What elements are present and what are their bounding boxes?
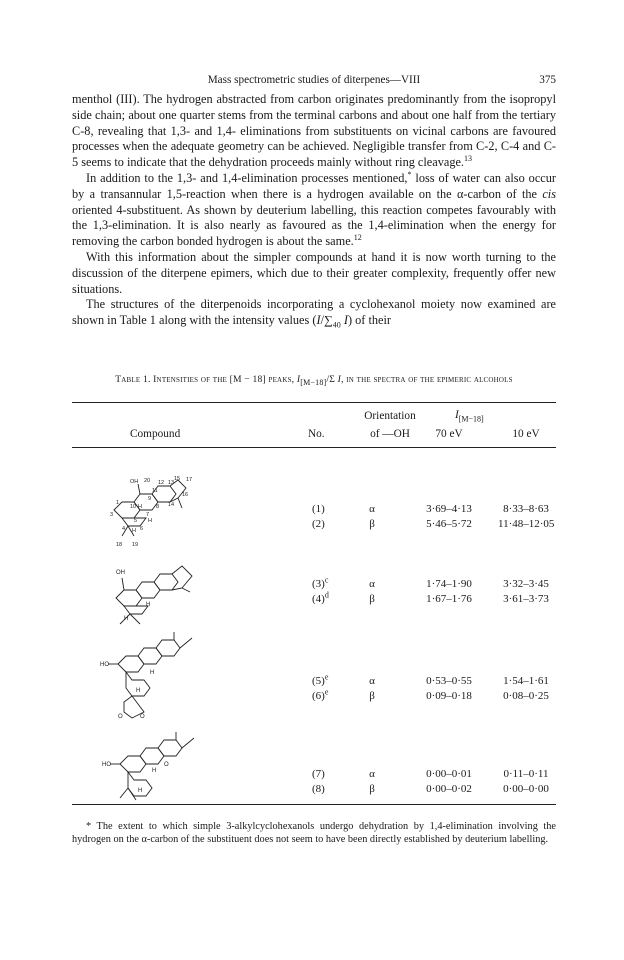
structure-4 xyxy=(102,736,212,811)
compound-number-text: (7) xyxy=(312,768,325,780)
compound-number xyxy=(312,687,342,702)
caption-intensity: I xyxy=(296,374,301,385)
s3-label-o2: O xyxy=(140,714,145,720)
s1-label-1: 1 xyxy=(116,500,120,506)
oh-orientation xyxy=(352,768,392,780)
cis-italic: cis xyxy=(542,186,556,201)
s2-label-h1: H xyxy=(146,602,151,608)
table-top-rule xyxy=(72,402,556,403)
oh-orientation xyxy=(352,690,392,702)
structure-3-drawing xyxy=(100,636,210,726)
intensity-10ev xyxy=(498,593,554,605)
oh-orientation-text: β xyxy=(369,593,375,605)
header-no: No. xyxy=(308,428,325,440)
s3-label-ho: HO xyxy=(100,662,109,668)
s4-label-h2: H xyxy=(138,788,143,794)
oh-orientation xyxy=(352,593,392,605)
paragraph-2 xyxy=(72,171,556,250)
compound-number xyxy=(312,783,342,795)
footnote-mark: * xyxy=(86,821,92,832)
caption-subscript: [M−18] xyxy=(300,377,327,387)
header-intensity-sub: [M−18] xyxy=(458,414,484,424)
header-orientation-1: Orientation xyxy=(364,410,416,422)
s1-label-8: 8 xyxy=(156,504,160,510)
structure-2-drawing xyxy=(110,562,200,632)
compound-number-text: (6) xyxy=(312,690,325,702)
reference-13: 13 xyxy=(464,154,473,164)
structure-4-drawing xyxy=(102,736,212,806)
footnote-text: The extent to which simple 3-alkylcyclohexanols undergo dehydration by 1,4-elimination involving the hydrogen on the α-carbon of the substituent does not seem to have been directly established by deuterium labelling. xyxy=(72,821,556,846)
s1-label-6: 6 xyxy=(140,526,144,532)
s1-label-10: 10 xyxy=(130,504,137,510)
s4-label-o: O xyxy=(164,762,169,768)
intensity-10ev-text: 0·11–0·11 xyxy=(503,768,549,780)
intensity-10ev-text: 0·00–0·00 xyxy=(503,783,549,795)
sum-subscript: 40 xyxy=(332,320,341,330)
s1-label-20: 20 xyxy=(144,478,151,484)
oh-orientation-text: α xyxy=(369,578,375,590)
intensity-10ev-text: 8·33–8·63 xyxy=(503,503,549,515)
intensity-70ev-text: 0·00–0·02 xyxy=(426,783,472,795)
header-10ev: 10 eV xyxy=(512,428,540,440)
intensity-10ev xyxy=(498,578,554,590)
paragraph-3: With this information about the simpler compounds at hand it is now worth turning to the discussion of the diterpene epimers, which due to their greater complexity, frequently offer new situations. xyxy=(72,249,556,296)
compound-number xyxy=(312,575,342,590)
intensity-70ev xyxy=(421,690,477,702)
intensity-70ev-text: 1·74–1·90 xyxy=(426,578,472,590)
paragraph-2-text-a: In addition to the 1,3- and 1,4-elimination processes mentioned, xyxy=(86,170,408,185)
running-header xyxy=(72,74,556,90)
header-intensity xyxy=(455,409,484,424)
intensity-10ev xyxy=(498,768,554,780)
compound-number-text: (2) xyxy=(312,518,325,530)
compound-number-text: (8) xyxy=(312,783,325,795)
oh-orientation-text: α xyxy=(369,503,375,515)
s1-label-h3: H xyxy=(132,528,136,534)
intensity-10ev xyxy=(498,503,554,515)
intensity-70ev-text: 5·46–5·72 xyxy=(426,518,472,530)
intensity-10ev-text: 3·32–3·45 xyxy=(503,578,549,590)
s1-label-14: 14 xyxy=(168,502,175,508)
compound-footnote-marker: e xyxy=(324,687,329,697)
s1-label-3: 3 xyxy=(110,512,114,518)
paragraph-4-text-b: ) of their xyxy=(347,313,391,328)
s4-label-h1: H xyxy=(152,768,157,774)
intensity-70ev xyxy=(421,503,477,515)
oh-orientation xyxy=(352,578,392,590)
caption-suffix: , in the spectra of the epimeric alcohols xyxy=(341,374,513,385)
header-70ev: 70 eV xyxy=(435,428,463,440)
paragraph-2-text-c: oriented 4-substituent. As shown by deuterium labelling, this reaction competes favourably with the 1,3-elimination. It is also nearly as favoured as the 1,4-elimination when the energy for removing the carbon bonded hydrogen is about the same. xyxy=(72,202,556,249)
compound-number xyxy=(312,503,342,515)
s1-label-4: 4 xyxy=(122,526,126,532)
s3-label-h1: H xyxy=(150,670,155,676)
s1-label-19: 19 xyxy=(132,542,139,548)
oh-orientation-text: α xyxy=(369,768,375,780)
structure-3 xyxy=(100,636,210,731)
oh-orientation xyxy=(352,503,392,515)
compound-number-text: (3) xyxy=(312,578,325,590)
header-orientation-2: of —OH xyxy=(370,428,410,440)
table-header-rule xyxy=(72,447,556,448)
s1-label-16: 16 xyxy=(182,492,189,498)
oh-orientation xyxy=(352,783,392,795)
header-intensity-symbol: I xyxy=(455,409,459,421)
intensity-10ev xyxy=(498,783,554,795)
page-number: 375 xyxy=(539,74,556,86)
intensity-10ev xyxy=(498,690,554,702)
s1-label-9: 9 xyxy=(148,496,152,502)
caption-prefix: Table 1. Intensities of the [M − 18] peaks, xyxy=(115,374,297,385)
intensity-70ev xyxy=(421,593,477,605)
table-caption xyxy=(72,373,556,386)
intensity-70ev xyxy=(421,768,477,780)
footnote-marker: * xyxy=(407,169,412,179)
s1-label-h2: H xyxy=(148,518,152,524)
s1-label-13: 13 xyxy=(168,480,175,486)
intensity-10ev-text: 3·61–3·73 xyxy=(503,593,549,605)
s3-label-o1: O xyxy=(118,714,123,720)
intensity-70ev xyxy=(421,783,477,795)
s2-label-h2: H xyxy=(124,616,129,622)
s3-label-h2: H xyxy=(136,688,141,694)
running-title: Mass spectrometric studies of diterpenes—VIII xyxy=(207,74,421,86)
s1-label-18: 18 xyxy=(116,542,123,548)
header-compound: Compound xyxy=(130,428,181,440)
paragraph-2-text-b: loss of water can also occur by a transannular 1,5-reaction when there is a hydrogen available on the α-carbon of the xyxy=(72,170,556,201)
compound-number xyxy=(312,768,342,780)
body-text xyxy=(72,92,556,329)
intensity-70ev-text: 0·53–0·55 xyxy=(426,675,472,687)
paragraph-1-text: menthol (III). The hydrogen abstracted from carbon originates predominantly from the isopropyl side chain; about one quarter stems from the terminal carbons and about one half from the tertiary C-8, revealing that 1,3- and 1,4- eliminations from substituents on vicinal carbons are favoured processes when the adequate geometry can be achieved. Negligible transfer from C-2, C-4 and C-5 seems to indicate that the dehydration proceeds mainly without ring cleavage. xyxy=(72,92,556,170)
oh-orientation-text: β xyxy=(369,690,375,702)
compound-footnote-marker: c xyxy=(324,575,329,585)
intensity-10ev-text: 1·54–1·61 xyxy=(503,675,549,687)
caption-sum: /Σ xyxy=(326,374,338,385)
intensity-10ev-text: 11·48–12·05 xyxy=(498,518,555,530)
oh-orientation xyxy=(352,518,392,530)
paragraph-4-text-a: The structures of the diterpenoids incorporating a cyclohexanol moiety now examined are shown in Table 1 along with the intensity values ( xyxy=(72,297,556,328)
compound-footnote-marker: e xyxy=(324,672,329,682)
footnote-paragraph xyxy=(72,820,556,847)
compound-footnote-marker: d xyxy=(324,590,329,600)
paragraph-4 xyxy=(72,297,556,329)
structure-1 xyxy=(108,472,194,557)
intensity-symbol-2: I xyxy=(340,313,348,328)
s1-label-17: 17 xyxy=(186,477,193,483)
intensity-10ev xyxy=(498,675,554,687)
intensity-70ev xyxy=(421,578,477,590)
sum-symbol: /∑ xyxy=(320,313,333,328)
intensity-70ev-text: 0·09–0·18 xyxy=(426,690,472,702)
compound-number-text: (4) xyxy=(312,593,325,605)
reference-12: 12 xyxy=(353,233,362,243)
s1-label-7: 7 xyxy=(146,512,150,518)
table-bottom-rule xyxy=(72,804,556,805)
s1-label-15: 15 xyxy=(174,476,181,482)
s1-label-oh: OH xyxy=(130,479,139,485)
intensity-70ev-text: 0·00–0·01 xyxy=(426,768,472,780)
compound-number xyxy=(312,590,342,605)
compound-number-text: (1) xyxy=(312,503,325,515)
s4-label-ho: HO xyxy=(102,762,111,768)
compound-number-text: (5) xyxy=(312,675,325,687)
s1-label-5: 5 xyxy=(134,518,138,524)
footnote xyxy=(72,820,556,847)
intensity-10ev xyxy=(498,518,554,530)
intensity-70ev xyxy=(421,675,477,687)
intensity-70ev xyxy=(421,518,477,530)
caption-intensity-2: I xyxy=(337,374,342,385)
compound-number xyxy=(312,672,342,687)
structure-2 xyxy=(110,562,200,637)
s1-label-11: 11 xyxy=(152,488,158,494)
compound-number xyxy=(312,518,342,530)
oh-orientation-text: α xyxy=(369,675,375,687)
intensity-10ev-text: 0·08–0·25 xyxy=(503,690,549,702)
s1-label-h1: H xyxy=(138,504,142,510)
s1-label-12: 12 xyxy=(158,480,165,486)
intensity-70ev-text: 1·67–1·76 xyxy=(426,593,472,605)
oh-orientation-text: β xyxy=(369,518,375,530)
intensity-symbol: I xyxy=(316,313,321,328)
structure-1-drawing xyxy=(108,472,194,552)
s2-label-oh: OH xyxy=(116,570,125,576)
intensity-70ev-text: 3·69–4·13 xyxy=(426,503,472,515)
oh-orientation-text: β xyxy=(369,783,375,795)
oh-orientation xyxy=(352,675,392,687)
paragraph-1 xyxy=(72,92,556,171)
